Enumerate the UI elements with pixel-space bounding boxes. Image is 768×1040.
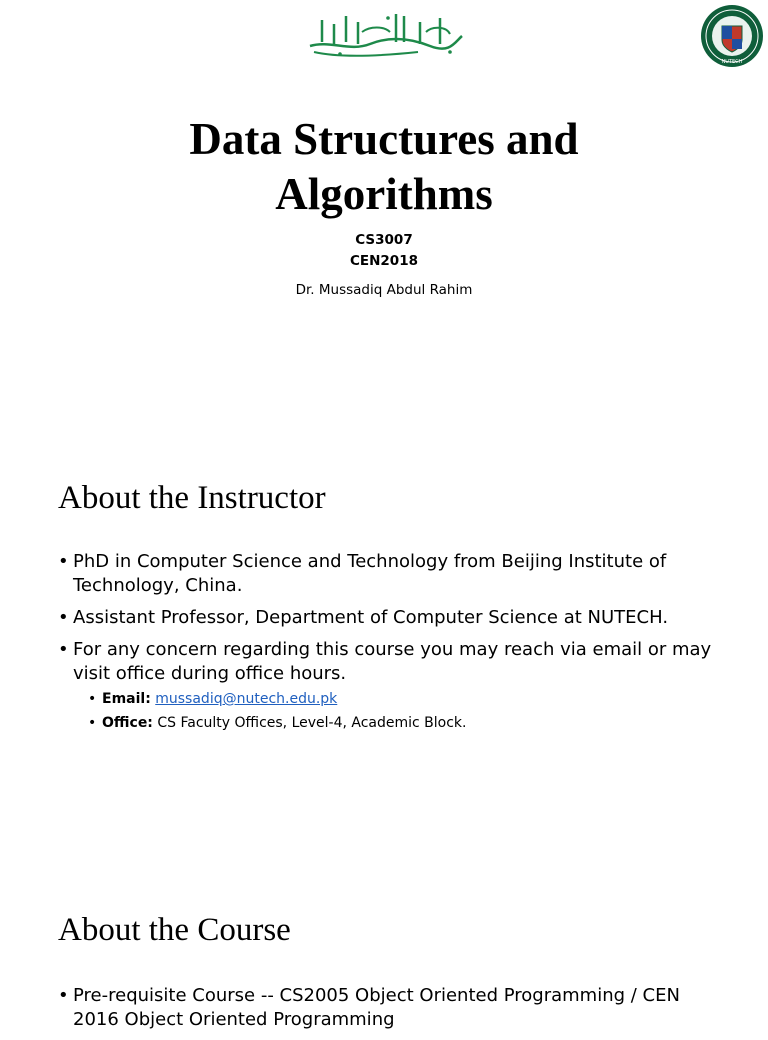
list-item [58, 550, 718, 598]
course-slide [0, 864, 768, 1030]
bullet-icon: • [88, 715, 97, 731]
course-section-title: About the Course [58, 912, 291, 948]
bullet-icon: • [88, 691, 97, 707]
course-code-cen: CEN2018 [349, 253, 418, 269]
email-item [73, 687, 718, 711]
email-link[interactable]: mussadiq@nutech.edu.pk [155, 691, 338, 707]
email-label: Email: [102, 691, 151, 707]
bullet-icon: • [58, 551, 69, 572]
bullet-icon: • [58, 985, 69, 1006]
bullet-icon: • [58, 639, 69, 660]
office-item [73, 711, 718, 735]
office-location: CS Faculty Offices, Level-4, Academic Block. [157, 715, 467, 731]
bullet-text: Pre-requisite Course -- CS2005 Object Oriented Programming / CEN 2016 Object Oriented Programming [73, 985, 680, 1030]
university-seal-logo [700, 4, 764, 68]
course-bullet-list [58, 984, 718, 1040]
bullet-text: For any concern regarding this course you may reach via email or may visit office during office hours. [73, 639, 712, 684]
contact-sub-list [73, 687, 718, 735]
course-title: Data Structures and Algorithms [189, 114, 579, 219]
instructor-name: Dr. Mussadiq Abdul Rahim [295, 282, 473, 298]
bismillah-calligraphy [300, 2, 470, 62]
instructor-slide [0, 432, 768, 864]
bullet-text: PhD in Computer Science and Technology from Beijing Institute of Technology, China. [73, 551, 667, 596]
list-item [58, 984, 718, 1032]
instructor-section-title: About the Instructor [58, 480, 326, 516]
bullet-text: Assistant Professor, Department of Computer Science at NUTECH. [73, 607, 669, 628]
list-item [58, 638, 718, 735]
bullet-icon: • [58, 607, 69, 628]
office-label: Office: [102, 715, 153, 731]
instructor-bullet-list [58, 550, 718, 743]
course-codes [184, 230, 584, 272]
svg-text:NUTECH: NUTECH [721, 59, 743, 65]
title-slide [0, 0, 768, 432]
list-item [58, 606, 718, 630]
course-code-cs: CS3007 [355, 232, 413, 248]
